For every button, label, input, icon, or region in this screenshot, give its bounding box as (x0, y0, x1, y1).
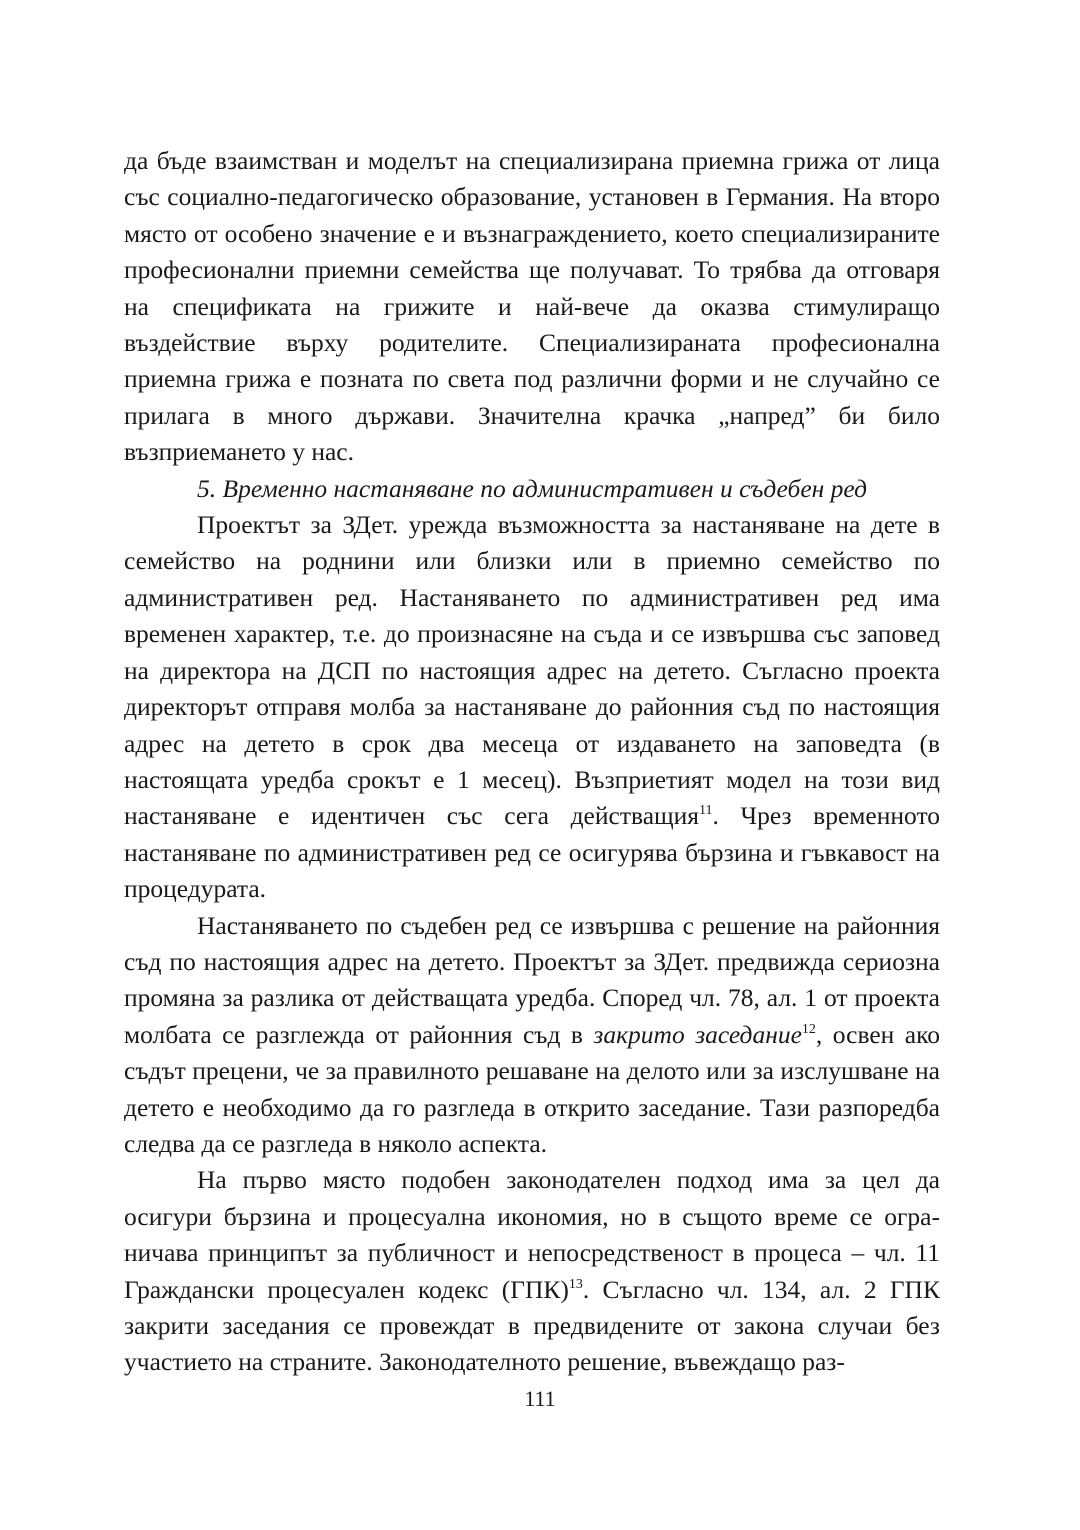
paragraph-text: . Съгласно чл. 134, ал. 2 ГПК закрити заседания се провеждат в предвидените от закона случаи без участието на страните. Законодателното решение, въвеждащо раз- (124, 1274, 940, 1377)
paragraph-text: . Чрез временното настаняване по административен ред се осигурява бързина и гъвкавост на процедурата. (124, 801, 940, 904)
page-number: 111 (524, 1386, 556, 1411)
paragraph-text: , освен ако съдът прецени, че за правилното решаване на делото или за изслушване на детето е необходимо да го разгледа в открито заседание. Тази разпоредба следва да се разгледа в няколо аспекта. (124, 1019, 940, 1158)
paragraph-text: На първо място подобен законодателен подход има за цел да осигури бързина и процесуална икономия, но в същото време се ограничава принципът за публичност и непосредственост в процеса – чл. 11 Граждански процесуален кодекс (ГПК) (124, 1165, 940, 1304)
paragraph-text: Настаняването по съдебен ред се извършва с решение на районния съд по настоящия адрес на детето. Проектът за ЗДет. предвижда сериозна промяна за разлика от действащата уредба. Според чл. 78, ал. 1 от проекта молбата се разглежда от районния съд в (124, 910, 940, 1049)
footnote-ref-12[interactable]: 12 (801, 1021, 816, 1037)
paragraph-first-aspect (124, 1162, 940, 1380)
paragraph-text: Проектът за ЗДет. урежда възможността за настаняване на дете в семейство на роднини или близки или в приемно семейство по административен ред. Настаняването по административен ред има временен характер, т.е. до произнасяне на съда и се извършва със заповед на директора на ДСП по настоящия адрес на детето. Съгласно проекта директорът отправя молба за настаняване до районния съд по настоящия адрес на детето в срок два месеца от издаването на заповедта (в настоящата уредба срокът е 1 месец). Възприетият модел на този вид настаняване е идентичен със сега действащия (124, 510, 940, 831)
paragraph-continuation: да бъде взаимстван и моделът на специализирана приемна грижа от лица със социално-педагогическо образование, установен в Германия. На второ място от особено значение е и възнаграждението, което специализираните професионални приемни семейства ще получават. То трябва да отговаря на спецификата на грижите и най-вече да оказва стимулиращо въздействие върху родителите. Специализираната професионална приемна грижа е позната по света под различни форми и не случайно се прилага в много държави. Значителна крачка „напред” би било възприемането у нас. (124, 146, 940, 467)
body-text (124, 143, 940, 1381)
footnote-ref-13[interactable]: 13 (568, 1276, 583, 1292)
footnote-ref-11[interactable]: 11 (699, 803, 713, 819)
section-heading: 5. Временно настаняване по административен и съдебен ред (197, 473, 868, 503)
italic-term: закрито заседание (593, 1019, 802, 1049)
paragraph-judicial-placement (124, 908, 940, 1163)
paragraph-administrative-placement (124, 507, 940, 907)
